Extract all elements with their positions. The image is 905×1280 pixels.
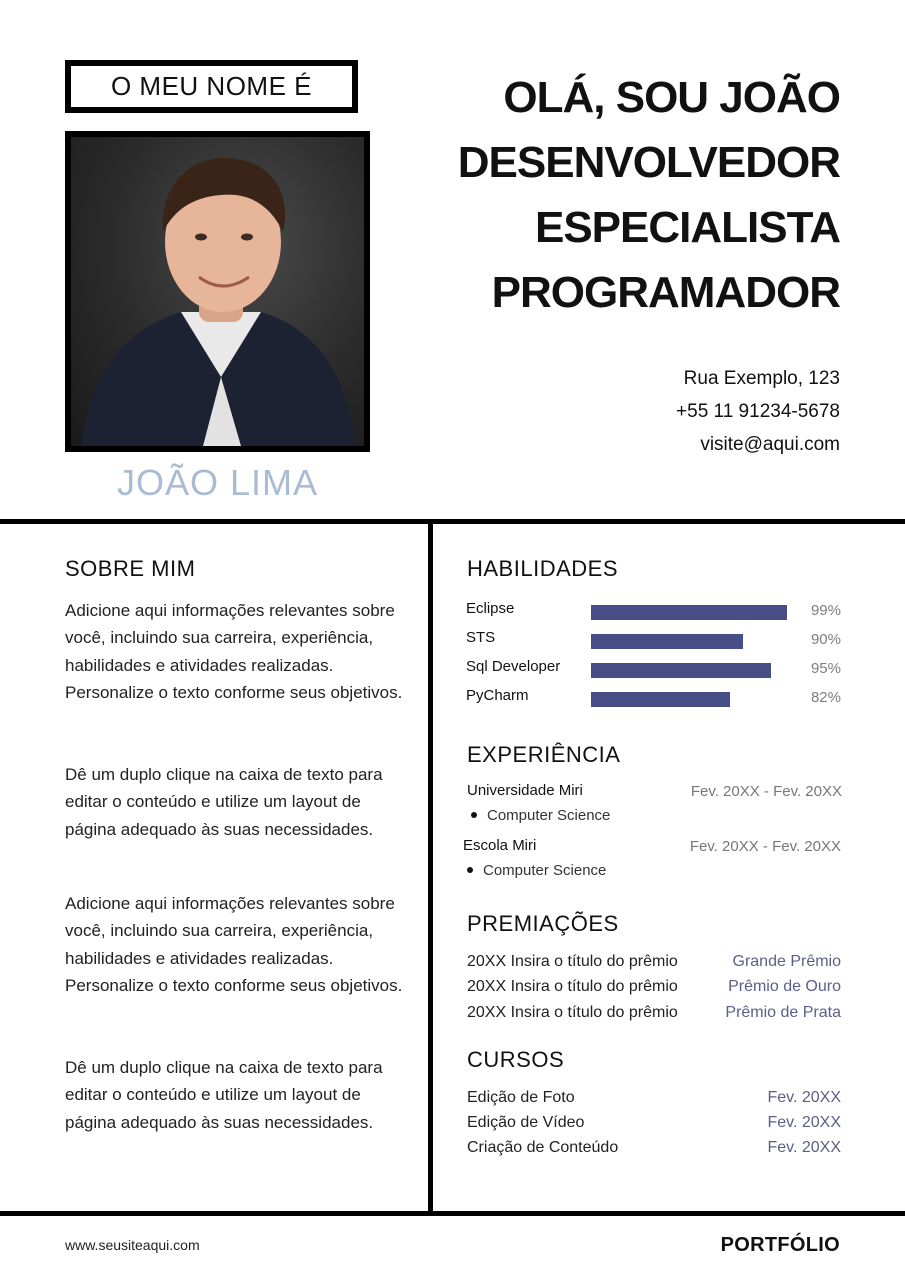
course-row — [467, 1114, 841, 1139]
skill-track — [591, 605, 789, 620]
course-row — [467, 1089, 841, 1114]
experience-detail: Computer Science — [467, 807, 842, 824]
skill-bar — [591, 692, 730, 707]
name-tag-label: O MEU NOME É — [110, 71, 312, 101]
skill-percent: 95% — [810, 660, 841, 677]
about-paragraph-3: Adicione aqui informações relevantes sobre você, incluindo sua carreira, experiência, habilidades e atividades realizadas. Personalize o texto conforme seus objetivos. — [65, 894, 403, 995]
course-date: Fev. 20XX — [767, 1139, 841, 1156]
headline-line-3: ESPECIALISTA — [534, 203, 840, 252]
experience-date: Fev. 20XX - Fev. 20XX — [690, 783, 842, 800]
skill-track — [591, 634, 789, 649]
about-paragraph-2: Dê um duplo clique na caixa de texto para editar o conteúdo e utilize um layout de página adequado às suas necessidades. — [65, 765, 383, 839]
experience-org: Escola Miri — [463, 837, 537, 854]
headline-line-1: OLÁ, SOU JOÃO — [503, 73, 840, 122]
skill-percent: 99% — [810, 602, 841, 619]
course-date: Fev. 20XX — [767, 1089, 841, 1106]
footer-portfolio: PORTFÓLIO — [720, 1234, 840, 1256]
skill-name: PyCharm — [466, 687, 529, 704]
bullet-icon — [467, 867, 473, 873]
contact-email: visite@aqui.com — [700, 434, 840, 455]
skill-percent: 82% — [810, 689, 841, 706]
award-row — [467, 1004, 841, 1029]
skill-bar — [591, 605, 787, 620]
experience-detail: Computer Science — [463, 862, 841, 879]
skill-bar — [591, 634, 743, 649]
skill-row — [466, 600, 841, 629]
awards-title: PREMIAÇÕES — [467, 911, 619, 936]
skills-title: HABILIDADES — [467, 556, 618, 581]
headline — [458, 65, 840, 325]
experience-date: Fev. 20XX - Fev. 20XX — [689, 838, 841, 855]
experience-org: Universidade Miri — [467, 782, 583, 799]
award-label: 20XX Insira o título do prêmio — [467, 978, 678, 995]
award-name: Grande Prêmio — [732, 953, 841, 970]
experience-title: EXPERIÊNCIA — [467, 742, 621, 767]
person-name: JOÃO LIMA — [116, 462, 319, 503]
course-label: Edição de Foto — [467, 1089, 575, 1106]
course-date: Fev. 20XX — [767, 1114, 841, 1131]
skill-track — [591, 663, 789, 678]
contact-address: Rua Exemplo, 123 — [683, 368, 840, 389]
about-paragraph-4: Dê um duplo clique na caixa de texto para editar o conteúdo e utilize um layout de página adequado às suas necessidades. — [65, 1058, 383, 1132]
headline-line-2: DESENVOLVEDOR — [457, 138, 840, 187]
profile-photo — [65, 131, 370, 452]
award-label: 20XX Insira o título do prêmio — [467, 1004, 678, 1021]
experience-item — [463, 837, 841, 879]
top-divider — [0, 519, 905, 524]
contact-phone: +55 11 91234-5678 — [676, 401, 840, 422]
footer-website[interactable]: www.seusiteaqui.com — [65, 1237, 200, 1253]
award-name: Prêmio de Prata — [725, 1004, 841, 1021]
skill-row — [466, 687, 841, 716]
contact-info — [676, 362, 840, 461]
skill-name: Sql Developer — [466, 658, 561, 675]
course-row — [467, 1139, 841, 1164]
skill-name: STS — [466, 629, 496, 646]
bottom-divider — [0, 1211, 905, 1216]
skill-row — [466, 658, 841, 687]
name-tag-box — [65, 60, 358, 113]
skill-bar — [591, 663, 771, 678]
bullet-icon — [471, 812, 477, 818]
skill-track — [591, 692, 789, 707]
person-portrait-icon — [71, 137, 364, 446]
skill-row — [466, 629, 841, 658]
award-row — [467, 978, 841, 1003]
column-divider — [428, 524, 433, 1212]
skill-percent: 90% — [810, 631, 841, 648]
award-label: 20XX Insira o título do prêmio — [467, 953, 678, 970]
about-title: SOBRE MIM — [65, 556, 196, 581]
course-label: Edição de Vídeo — [467, 1114, 585, 1131]
award-row — [467, 953, 841, 978]
courses-title: CURSOS — [467, 1047, 565, 1072]
about-paragraph-1: Adicione aqui informações relevantes sobre você, incluindo sua carreira, experiência, habilidades e atividades realizadas. Personalize o texto conforme seus objetivos. — [65, 601, 403, 702]
experience-item — [467, 782, 842, 824]
award-name: Prêmio de Ouro — [728, 978, 841, 995]
skill-name: Eclipse — [466, 600, 515, 617]
headline-line-4: PROGRAMADOR — [491, 268, 840, 317]
course-label: Criação de Conteúdo — [467, 1139, 619, 1156]
